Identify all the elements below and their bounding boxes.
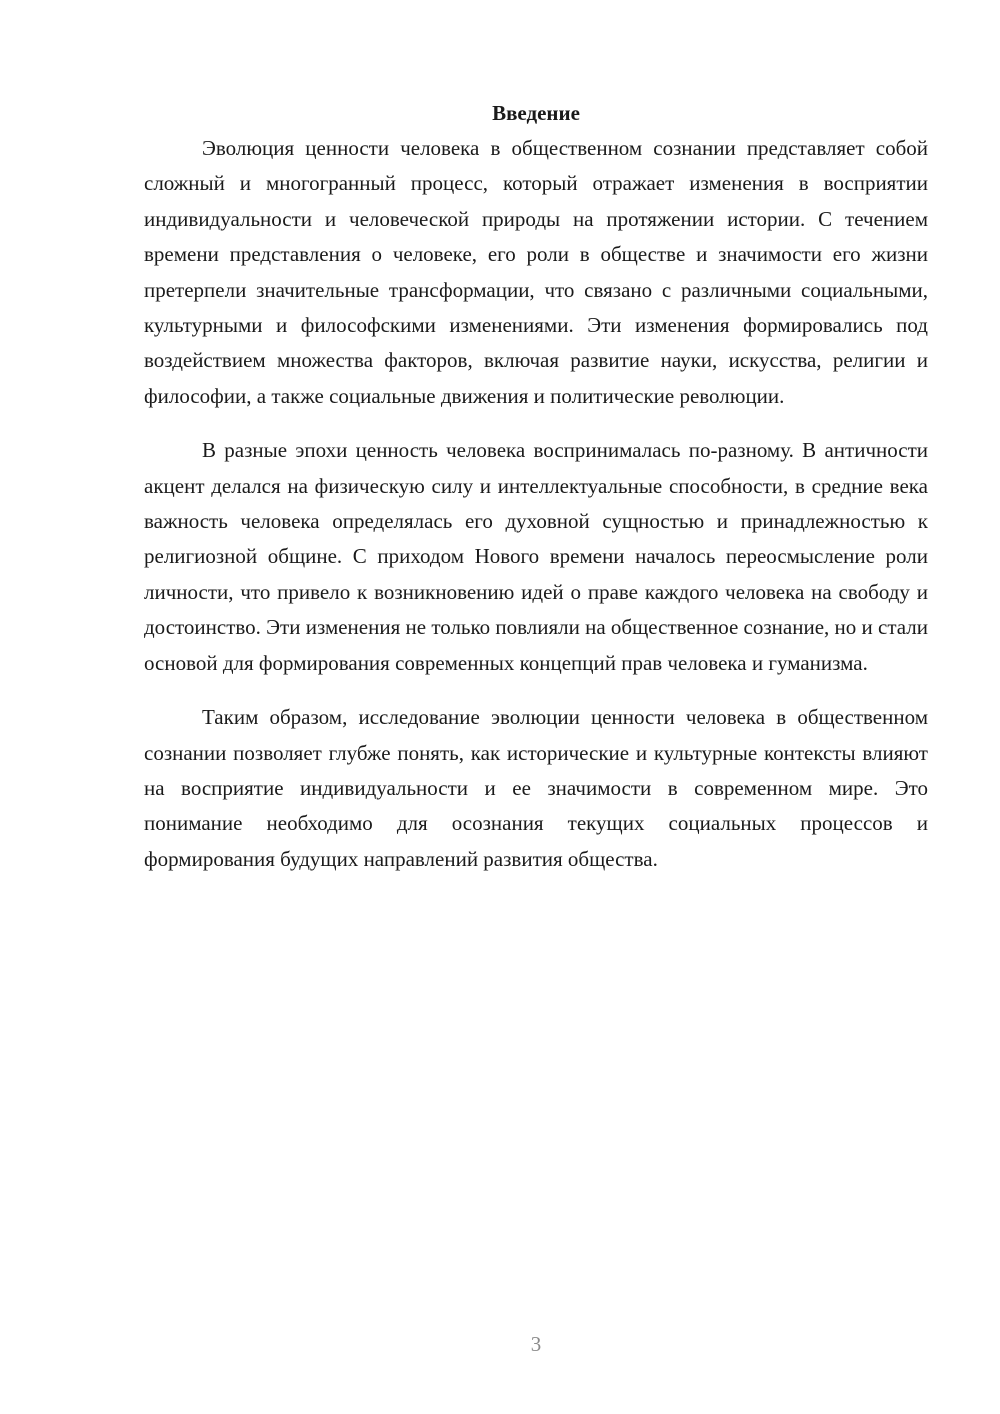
page-content	[144, 96, 928, 877]
paragraph-3: Таким образом, исследование эволюции ценности человека в общественном сознании позволяет глубже понять, как исторические и культурные контексты влияют на восприятие индивидуальности и ее значимости в современном мире. Это понимание необходимо для осознания текущих социальных процессов и формирования будущих направлений развития общества.	[144, 705, 928, 871]
paragraph-2: В разные эпохи ценность человека воспринималась по-разному. В античности акцент делался на физическую силу и интеллектуальные способности, в средние века важность человека определялась его духовной сущностью и принадлежностью к религиозной общине. С приходом Нового времени началось переосмысление роли личности, что привело к возникновению идей о праве каждого человека на свободу и достоинство. Эти изменения не только повлияли на общественное сознание, но и стали основой для формирования современных концепций прав человека и гуманизма.	[144, 438, 928, 675]
paragraph-1: Эволюция ценности человека в общественном сознании представляет собой сложный и многогранный процесс, который отражает изменения в восприятии индивидуальности и человеческой природы на протяжении истории. С течением времени представления о человеке, его роли в обществе и значимости его жизни претерпели значительные трансформации, что связано с различными социальными, культурными и философскими изменениями. Эти изменения формировались под воздействием множества факторов, включая развитие науки, искусства, религии и философии, а также социальные движения и политические революции.	[144, 136, 928, 408]
page-number: 3	[530, 1332, 542, 1356]
section-title: Введение	[492, 101, 580, 125]
